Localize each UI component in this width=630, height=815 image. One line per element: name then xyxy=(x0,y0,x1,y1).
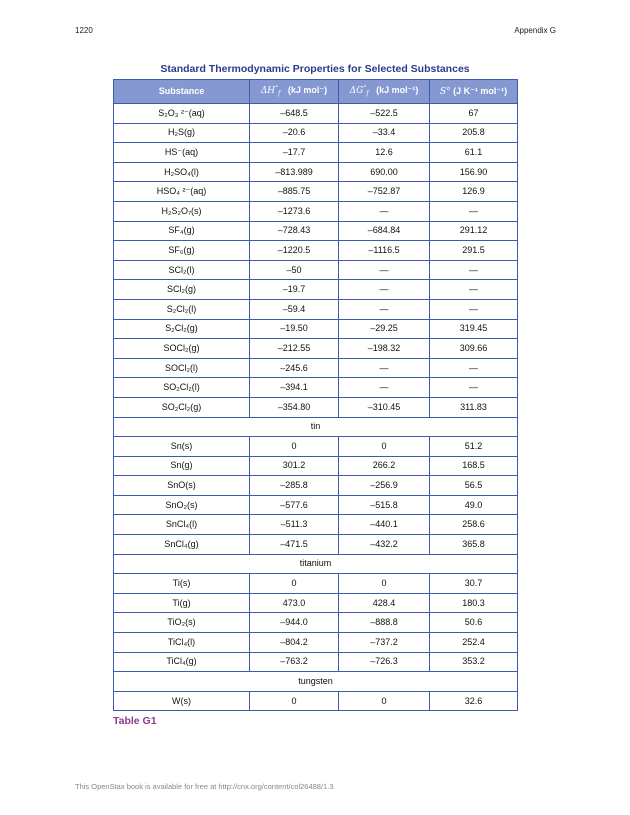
enthalpy-cell: 301.2 xyxy=(250,456,339,476)
table-title: Standard Thermodynamic Properties for Selected Substances xyxy=(160,63,470,75)
entropy-cell: 309.66 xyxy=(430,339,518,359)
column-header-entropy xyxy=(430,80,518,104)
entropy-cell: 32.6 xyxy=(430,691,518,711)
section-label: titanium xyxy=(114,554,518,574)
table-row xyxy=(114,319,518,339)
entropy-cell: 353.2 xyxy=(430,652,518,672)
enthalpy-cell: –354.80 xyxy=(250,397,339,417)
enthalpy-cell: –804.2 xyxy=(250,633,339,653)
substance-cell: SOCl₂(g) xyxy=(114,339,250,359)
entropy-cell: 49.0 xyxy=(430,495,518,515)
substance-cell: SF₄(g) xyxy=(114,221,250,241)
substance-cell: W(s) xyxy=(114,691,250,711)
substance-cell: SF₆(g) xyxy=(114,241,250,261)
substance-cell: HS⁻(aq) xyxy=(114,143,250,163)
table-row xyxy=(114,476,518,496)
table-row xyxy=(114,535,518,555)
table-row xyxy=(114,162,518,182)
section-row xyxy=(114,417,518,437)
enthalpy-cell: –728.43 xyxy=(250,221,339,241)
appendix-label: Appendix G xyxy=(514,26,556,35)
table-row xyxy=(114,221,518,241)
substance-cell: Ti(s) xyxy=(114,574,250,594)
table-row xyxy=(114,241,518,261)
substance-cell: SnO(s) xyxy=(114,476,250,496)
entropy-cell: 291.5 xyxy=(430,241,518,261)
gibbs-cell: –726.3 xyxy=(339,652,430,672)
entropy-cell: 311.83 xyxy=(430,397,518,417)
entropy-cell: 156.90 xyxy=(430,162,518,182)
entropy-cell: 168.5 xyxy=(430,456,518,476)
table-row xyxy=(114,358,518,378)
table-row xyxy=(114,574,518,594)
gibbs-cell: 428.4 xyxy=(339,593,430,613)
gibbs-cell: — xyxy=(339,280,430,300)
enthalpy-cell: –471.5 xyxy=(250,535,339,555)
enthalpy-cell: –19.7 xyxy=(250,280,339,300)
substance-cell: SCl₂(g) xyxy=(114,280,250,300)
substance-cell: TiO₂(s) xyxy=(114,613,250,633)
substance-cell: Ti(g) xyxy=(114,593,250,613)
table-row xyxy=(114,182,518,202)
gibbs-cell: 12.6 xyxy=(339,143,430,163)
substance-cell: HSO₄ ²⁻(aq) xyxy=(114,182,250,202)
entropy-cell: — xyxy=(430,260,518,280)
substance-cell: S₂Cl₂(l) xyxy=(114,299,250,319)
page-number: 1220 xyxy=(75,26,93,35)
gibbs-cell: 690.00 xyxy=(339,162,430,182)
entropy-symbol: S° xyxy=(439,86,451,97)
enthalpy-cell: –394.1 xyxy=(250,378,339,398)
enthalpy-cell: 0 xyxy=(250,437,339,457)
table-row xyxy=(114,495,518,515)
substance-cell: Sn(s) xyxy=(114,437,250,457)
table-row xyxy=(114,123,518,143)
entropy-cell: 56.5 xyxy=(430,476,518,496)
column-header-gibbs xyxy=(339,80,430,104)
substance-cell: Sn(g) xyxy=(114,456,250,476)
table-row xyxy=(114,613,518,633)
table-row xyxy=(114,201,518,221)
enthalpy-cell: –944.0 xyxy=(250,613,339,633)
entropy-cell: — xyxy=(430,280,518,300)
enthalpy-cell: –577.6 xyxy=(250,495,339,515)
substance-cell: S₂O₃ ²⁻(aq) xyxy=(114,104,250,124)
table-row xyxy=(114,652,518,672)
gibbs-cell: –522.5 xyxy=(339,104,430,124)
entropy-cell: 180.3 xyxy=(430,593,518,613)
table-row xyxy=(114,339,518,359)
entropy-cell: 252.4 xyxy=(430,633,518,653)
table-caption: Table G1 xyxy=(113,715,157,727)
substance-cell: SO₂Cl₂(g) xyxy=(114,397,250,417)
entropy-unit: (J K⁻¹ mol⁻¹) xyxy=(453,85,508,96)
enthalpy-cell: –511.3 xyxy=(250,515,339,535)
gibbs-cell: –33.4 xyxy=(339,123,430,143)
table-row xyxy=(114,456,518,476)
enthalpy-cell: –19.50 xyxy=(250,319,339,339)
substance-cell: H₂SO₄(l) xyxy=(114,162,250,182)
gibbs-cell: — xyxy=(339,358,430,378)
section-row xyxy=(114,554,518,574)
substance-cell: SnCl₄(l) xyxy=(114,515,250,535)
gibbs-cell: –684.84 xyxy=(339,221,430,241)
table-row xyxy=(114,260,518,280)
enthalpy-cell: –1220.5 xyxy=(250,241,339,261)
substance-cell: SCl₂(l) xyxy=(114,260,250,280)
entropy-cell: 319.45 xyxy=(430,319,518,339)
table-row xyxy=(114,397,518,417)
table-header-row xyxy=(114,80,518,104)
enthalpy-cell: –59.4 xyxy=(250,299,339,319)
entropy-cell: — xyxy=(430,378,518,398)
gibbs-cell: –29.25 xyxy=(339,319,430,339)
substance-cell: TiCl₄(g) xyxy=(114,652,250,672)
gibbs-cell: — xyxy=(339,299,430,319)
table-row xyxy=(114,378,518,398)
table-row xyxy=(114,437,518,457)
entropy-cell: 291.12 xyxy=(430,221,518,241)
table-row xyxy=(114,593,518,613)
table-row xyxy=(114,280,518,300)
gibbs-symbol: $\Delta G^\circ_f$ xyxy=(349,85,369,97)
entropy-cell: 126.9 xyxy=(430,182,518,202)
substance-cell: SOCl₂(l) xyxy=(114,358,250,378)
gibbs-cell: –737.2 xyxy=(339,633,430,653)
gibbs-cell: — xyxy=(339,201,430,221)
entropy-cell: — xyxy=(430,201,518,221)
table-row xyxy=(114,104,518,124)
entropy-cell: — xyxy=(430,299,518,319)
gibbs-cell: 266.2 xyxy=(339,456,430,476)
enthalpy-unit: (kJ mol⁻) xyxy=(287,85,328,95)
enthalpy-cell: 0 xyxy=(250,691,339,711)
gibbs-cell: –310.45 xyxy=(339,397,430,417)
enthalpy-cell: –1273.6 xyxy=(250,201,339,221)
table-row xyxy=(114,691,518,711)
entropy-cell: 258.6 xyxy=(430,515,518,535)
enthalpy-cell: –245.6 xyxy=(250,358,339,378)
entropy-cell: 365.8 xyxy=(430,535,518,555)
enthalpy-cell: –20.6 xyxy=(250,123,339,143)
enthalpy-cell: 0 xyxy=(250,574,339,594)
entropy-cell: 51.2 xyxy=(430,437,518,457)
enthalpy-cell: –17.7 xyxy=(250,143,339,163)
enthalpy-cell: –813.989 xyxy=(250,162,339,182)
substance-cell: H₂S(g) xyxy=(114,123,250,143)
thermodynamic-properties-table xyxy=(113,79,518,711)
substance-cell: SnCl₄(g) xyxy=(114,535,250,555)
enthalpy-cell: –648.5 xyxy=(250,104,339,124)
footer-note: This OpenStax book is available for free at http://cnx.org/content/col26488/1.3 xyxy=(75,782,334,791)
table-row xyxy=(114,299,518,319)
substance-cell: S₂Cl₂(g) xyxy=(114,319,250,339)
substance-cell: H₂S₂O₇(s) xyxy=(114,201,250,221)
enthalpy-cell: –212.55 xyxy=(250,339,339,359)
entropy-cell: 67 xyxy=(430,104,518,124)
entropy-cell: — xyxy=(430,358,518,378)
table-row xyxy=(114,143,518,163)
gibbs-cell: — xyxy=(339,260,430,280)
gibbs-cell: — xyxy=(339,378,430,398)
enthalpy-cell: 473.0 xyxy=(250,593,339,613)
enthalpy-cell: –885.75 xyxy=(250,182,339,202)
gibbs-unit: (kJ mol⁻¹) xyxy=(376,85,419,95)
substance-cell: SO₂Cl₂(l) xyxy=(114,378,250,398)
column-header-enthalpy xyxy=(250,80,339,104)
gibbs-cell: –752.87 xyxy=(339,182,430,202)
entropy-cell: 205.8 xyxy=(430,123,518,143)
enthalpy-symbol: $\Delta H^\circ_f$ xyxy=(260,85,281,97)
gibbs-cell: 0 xyxy=(339,691,430,711)
gibbs-cell: 0 xyxy=(339,437,430,457)
table-row xyxy=(114,633,518,653)
section-label: tin xyxy=(114,417,518,437)
section-label: tungsten xyxy=(114,672,518,692)
enthalpy-cell: –50 xyxy=(250,260,339,280)
entropy-cell: 50.6 xyxy=(430,613,518,633)
gibbs-cell: –440.1 xyxy=(339,515,430,535)
substance-cell: TiCl₄(l) xyxy=(114,633,250,653)
enthalpy-cell: –285.8 xyxy=(250,476,339,496)
gibbs-cell: –1116.5 xyxy=(339,241,430,261)
table-row xyxy=(114,515,518,535)
column-header-substance: Substance xyxy=(114,80,250,104)
gibbs-cell: –432.2 xyxy=(339,535,430,555)
gibbs-cell: –515.8 xyxy=(339,495,430,515)
enthalpy-cell: –763.2 xyxy=(250,652,339,672)
entropy-cell: 61.1 xyxy=(430,143,518,163)
entropy-cell: 30.7 xyxy=(430,574,518,594)
gibbs-cell: 0 xyxy=(339,574,430,594)
substance-cell: SnO₂(s) xyxy=(114,495,250,515)
gibbs-cell: –198.32 xyxy=(339,339,430,359)
section-row xyxy=(114,672,518,692)
gibbs-cell: –888.8 xyxy=(339,613,430,633)
gibbs-cell: –256.9 xyxy=(339,476,430,496)
